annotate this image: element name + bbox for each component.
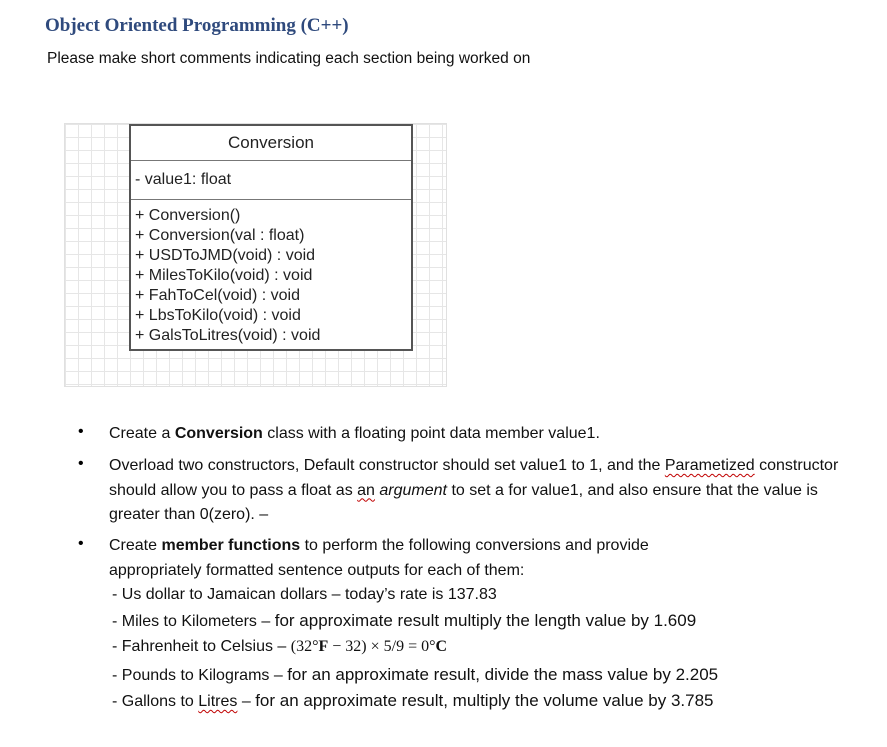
bullet-bold-text: member functions	[161, 537, 301, 554]
uml-operation: + Conversion(val : float)	[135, 227, 305, 244]
italic-word: argument	[379, 481, 447, 499]
bullet-text: Create	[109, 537, 162, 554]
formula-part: (32°	[290, 638, 319, 655]
spellcheck-word: Litres	[198, 693, 238, 710]
bullet-text: constructor should allow you to pass a float as	[109, 457, 839, 499]
bullet-item-2	[109, 454, 859, 528]
uml-operation: + USDToJMD(void) : void	[135, 247, 316, 264]
bullet-marker: •	[78, 535, 84, 552]
uml-class-name: Conversion	[131, 126, 411, 161]
bullet-marker: •	[78, 455, 84, 472]
bullet-text: Create a	[109, 425, 175, 442]
uml-operation: + GalsToLitres(void) : void	[135, 327, 321, 344]
spellcheck-word: Parametized	[664, 457, 755, 474]
bullet-text: class with a floating point data member value1.	[262, 425, 600, 442]
conversion-item-usd-jmd: - Us dollar to Jamaican dollars – today’s rate is 137.83	[112, 586, 497, 603]
conversion-detail: for an approximate result, multiply the volume value by 3.785	[255, 691, 714, 710]
bullet-item-1	[109, 422, 859, 447]
conversion-label: - Gallons to	[112, 693, 199, 710]
conversion-label: - Pounds to Kilograms –	[112, 667, 288, 684]
uml-attribute: - value1: float	[131, 161, 411, 200]
uml-class-diagram	[129, 124, 413, 351]
formula-part: F	[318, 638, 329, 655]
conversion-item-miles-km	[112, 611, 696, 631]
spellcheck-word: an	[357, 481, 375, 499]
conversion-label: –	[237, 693, 256, 710]
conversion-item-pounds-kg	[112, 665, 718, 685]
document-title: Object Oriented Programming (C++)	[45, 15, 349, 36]
conversion-label: - Fahrenheit to Celsius –	[112, 638, 291, 655]
uml-operation: + MilesToKilo(void) : void	[135, 267, 313, 284]
bullet-text: to perform the following conversions and provide appropriately formatted sentence outputs for each of them:	[109, 537, 649, 579]
uml-operation: + FahToCel(void) : void	[135, 287, 300, 304]
bullet-text: to set a for value1, and also ensure that the value is greater than 0(zero). –	[109, 481, 818, 523]
uml-operation: + Conversion()	[135, 207, 241, 224]
formula-part: − 32) × 5/9 = 0°	[328, 638, 436, 655]
conversion-detail: for an approximate result, divide the mass value by 2.205	[287, 665, 719, 684]
uml-operations	[131, 200, 411, 346]
bullet-marker: •	[78, 423, 84, 440]
bullet-item-3	[109, 534, 729, 583]
bullet-bold-text: Conversion	[174, 425, 263, 442]
instructions-subtitle: Please make short comments indicating each section being worked on	[47, 50, 531, 67]
conversion-item-gallons-litres	[112, 691, 713, 711]
conversion-detail: for approximate result multiply the length value by 1.609	[274, 611, 697, 630]
conversion-item-fahrenheit-celsius	[112, 638, 447, 656]
conversion-label: - Miles to Kilometers –	[112, 613, 275, 630]
formula-part: C	[435, 638, 448, 655]
uml-operation: + LbsToKilo(void) : void	[135, 307, 301, 324]
bullet-text: Overload two constructors, Default constructor should set value1 to 1, and the	[109, 457, 665, 474]
